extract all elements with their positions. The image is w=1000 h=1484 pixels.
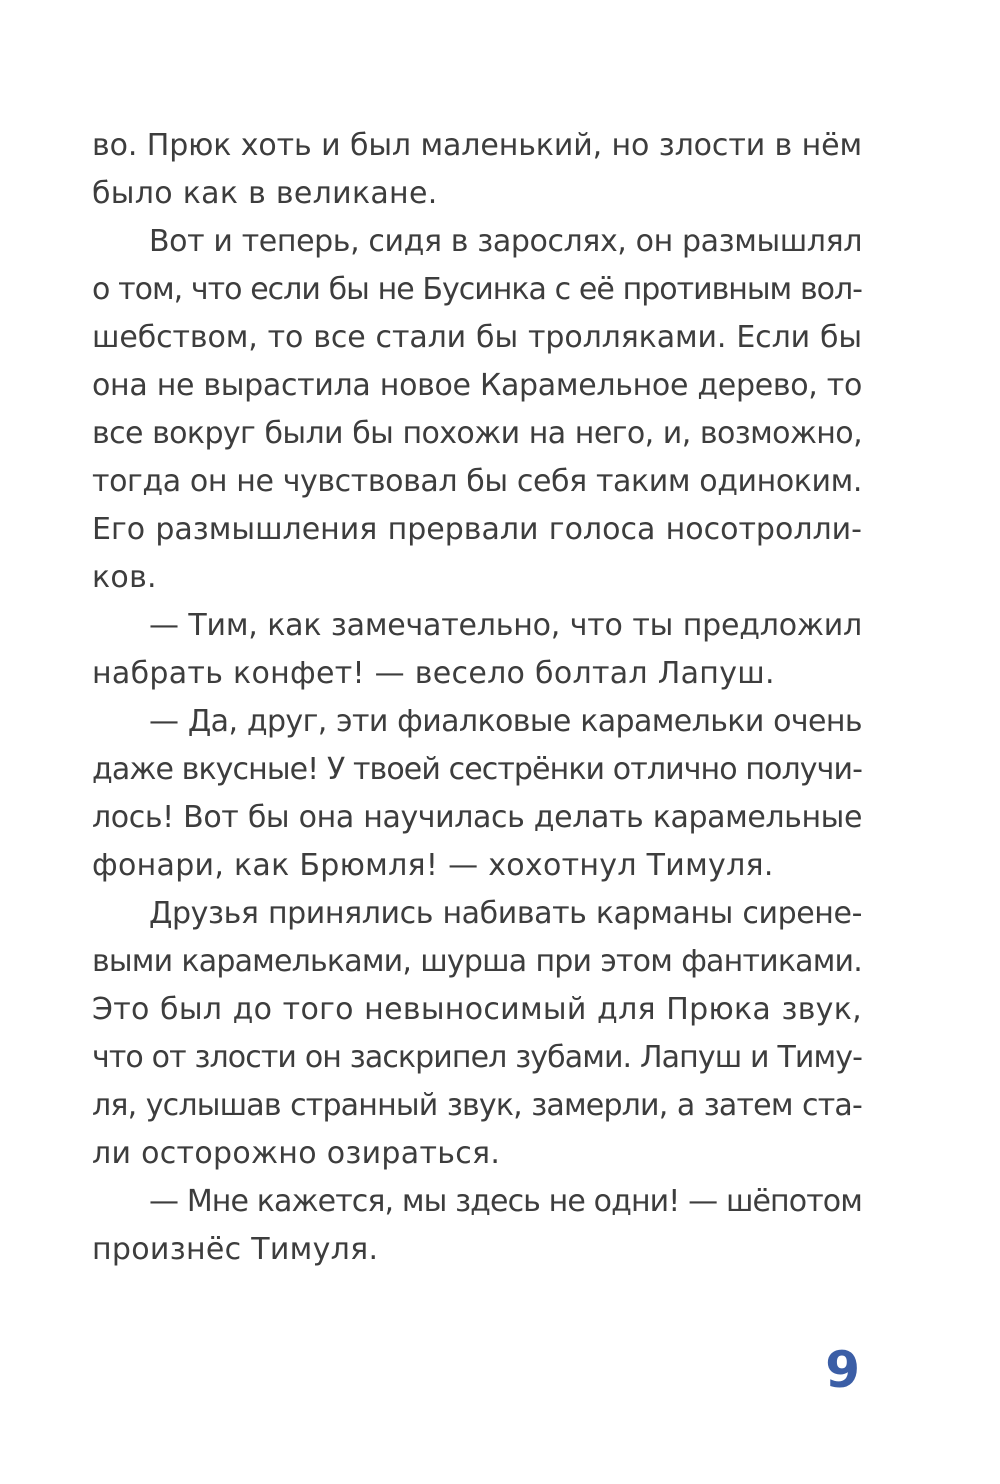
text-line: о том, что если бы не Бусинка с её противным вол- [92,272,862,307]
text-line: ли осторожно озираться. [92,1136,501,1171]
text-line: лось! Вот бы она научилась делать карамельные [92,800,862,835]
text-line: Вот и теперь, сидя в зарослях, он размышлял [149,224,862,259]
text-line: было как в великане. [92,176,438,211]
text-line: ля, услышав странный звук, замерли, а затем ста- [92,1088,862,1123]
text-line: фонари, как Брюмля! — хохотнул Тимуля. [92,848,774,883]
text-line: все вокруг были бы похожи на него, и, возможно, [92,416,862,451]
text-line: во. Прюк хоть и был маленький, но злости в нём [92,128,862,163]
body-text [92,122,862,1274]
text-line: — Мне кажется, мы здесь не одни! — шёпотом [149,1184,862,1219]
text-line: ков. [92,560,157,595]
text-line: выми карамельками, шурша при этом фантиками. [92,944,862,979]
text-line: даже вкусные! У твоей сестрёнки отлично получи- [92,752,862,787]
text-line: Это был до того невыносимый для Прюка звук, [92,992,862,1027]
text-line: она не вырастила новое Карамельное дерево, то [92,368,863,403]
page-number: 9 [825,1341,860,1399]
text-line: набрать конфет! — весело болтал Лапуш. [92,656,775,691]
text-line: шебством, то все стали бы тролляками. Если бы [92,320,862,355]
text-line: — Тим, как замечательно, что ты предложил [149,608,862,643]
text-line: что от злости он заскрипел зубами. Лапуш и Тиму- [92,1040,862,1075]
text-line: — Да, друг, эти фиалковые карамельки очень [149,704,862,739]
text-line: Друзья принялись набивать карманы сирене- [149,896,862,931]
text-line: произнёс Тимуля. [92,1232,379,1267]
text-line: Его размышления прервали голоса носотролли- [92,512,862,547]
text-line: тогда он не чувствовал бы себя таким одиноким. [92,464,862,499]
